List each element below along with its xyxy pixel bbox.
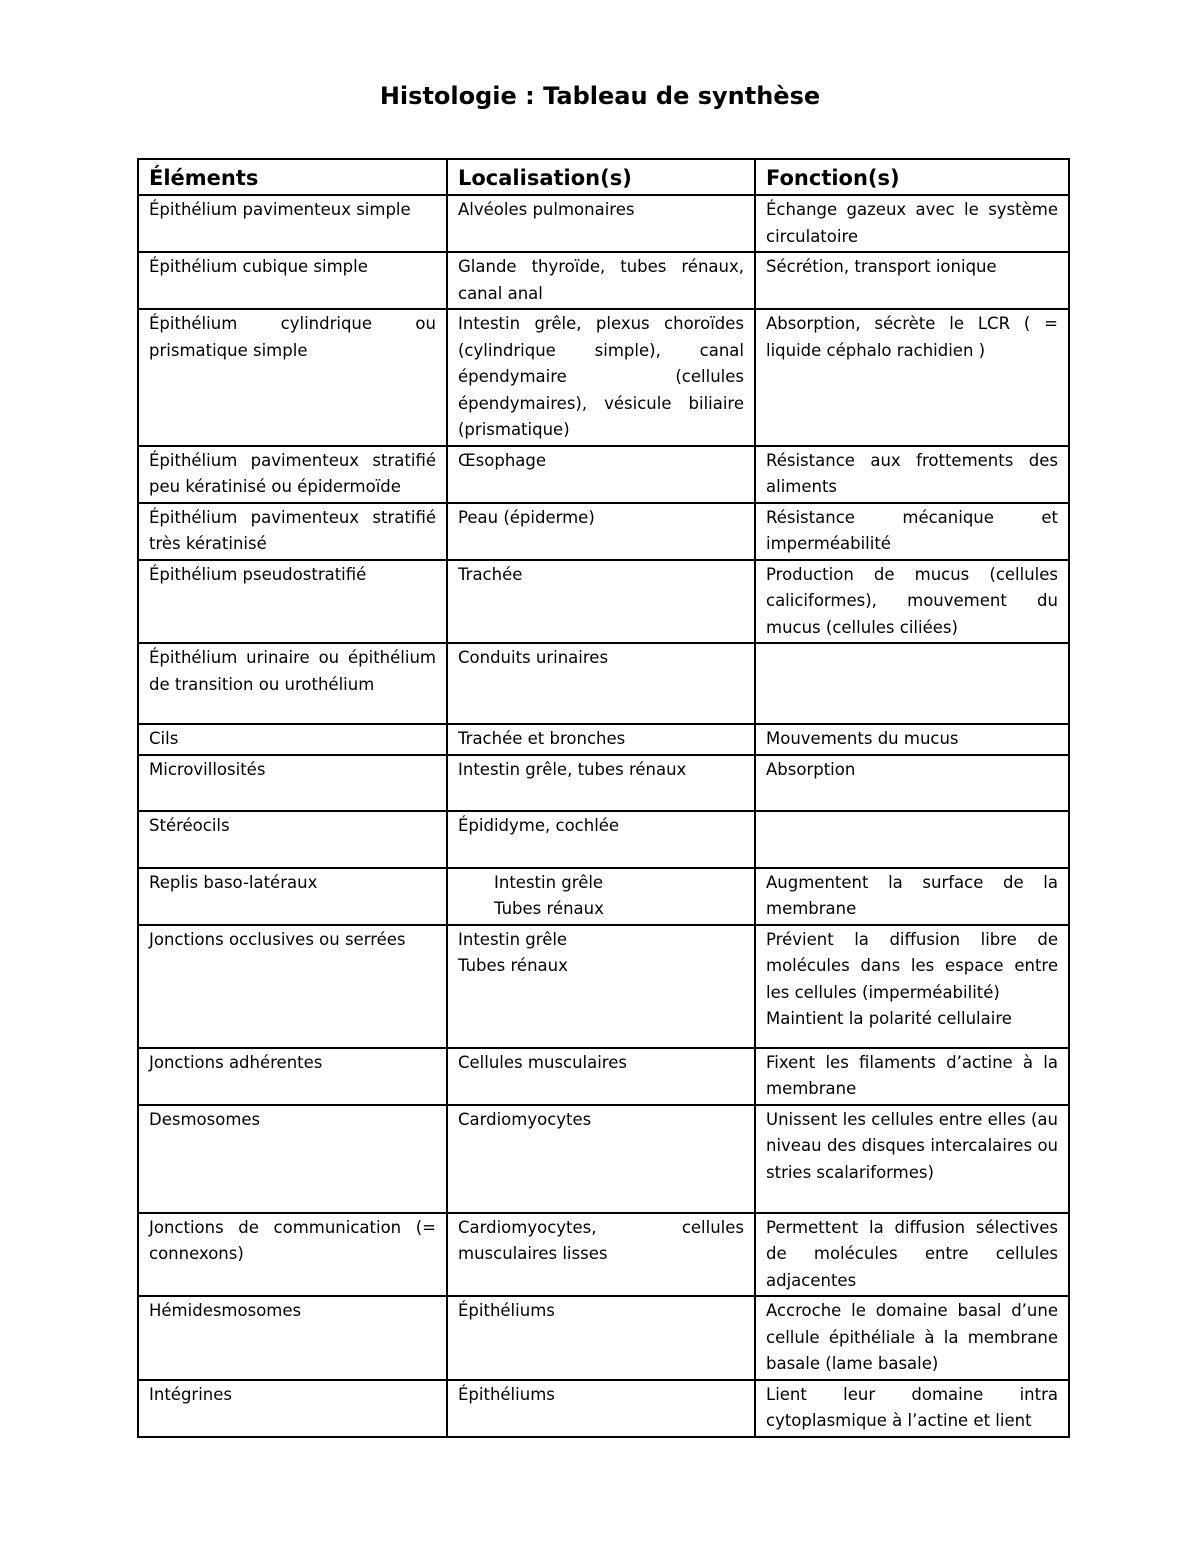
element-cell: Épithélium cubique simple	[138, 252, 447, 309]
fonction-cell: Lient leur domaine intra cytoplasmique à l’actine et lient	[755, 1380, 1069, 1437]
fonction-cell: Augmentent la surface de la membrane	[755, 868, 1069, 925]
localisation-cell: Trachée et bronches	[447, 724, 755, 755]
localisation-line: Tubes rénaux	[494, 899, 604, 918]
fonction-cell: Permettent la diffusion sélectives de molécules entre cellules adjacentes	[755, 1213, 1069, 1297]
localisation-cell: Trachée	[447, 560, 755, 644]
element-cell: Épithélium cylindrique ou prismatique simple	[138, 309, 447, 446]
fonction-cell: Mouvements du mucus	[755, 724, 1069, 755]
element-cell: Desmosomes	[138, 1105, 447, 1213]
table-row	[138, 560, 1069, 644]
localisation-cell: Intestin grêle, tubes rénaux	[447, 755, 755, 811]
table-row	[138, 868, 1069, 925]
localisation-cell: Alvéoles pulmonaires	[447, 195, 755, 252]
localisation-cell: Cardiomyocytes	[447, 1105, 755, 1213]
localisation-line: Intestin grêle	[458, 929, 568, 949]
element-cell: Intégrines	[138, 1380, 447, 1437]
localisation-line: Tubes rénaux	[458, 956, 568, 975]
table-row	[138, 1048, 1069, 1105]
page-title: Histologie : Tableau de synthèse	[379, 82, 821, 110]
fonction-line: Maintient la polarité cellulaire	[766, 1009, 1012, 1028]
table-header-row	[138, 159, 1069, 195]
table-row	[138, 811, 1069, 868]
element-cell: Épithélium urinaire ou épithélium de transition ou urothélium	[138, 643, 447, 724]
synthesis-table	[137, 158, 1070, 1438]
fonction-cell: Accroche le domaine basal d’une cellule épithéliale à la membrane basale (lame basale)	[755, 1296, 1069, 1380]
element-cell: Replis baso-latéraux	[138, 868, 447, 925]
table-row	[138, 252, 1069, 309]
fonction-cell: Absorption	[755, 755, 1069, 811]
table-row	[138, 1296, 1069, 1380]
fonction-cell: Sécrétion, transport ionique	[755, 252, 1069, 309]
localisation-cell: Cellules musculaires	[447, 1048, 755, 1105]
table-row	[138, 643, 1069, 724]
element-cell: Jonctions occlusives ou serrées	[138, 925, 447, 1048]
table-row	[138, 195, 1069, 252]
fonction-line: Prévient la diffusion libre de molécules dans les espace entre les cellules (imperméabilité)	[766, 929, 1058, 1002]
element-cell: Cils	[138, 724, 447, 755]
localisation-line: Intestin grêle	[494, 872, 604, 892]
localisation-cell: Épithéliums	[447, 1380, 755, 1437]
element-cell: Épithélium pavimenteux stratifié peu kératinisé ou épidermoïde	[138, 446, 447, 503]
element-cell: Épithélium pavimenteux stratifié très kératinisé	[138, 503, 447, 560]
table-row	[138, 503, 1069, 560]
table-row	[138, 925, 1069, 1048]
table-row	[138, 1380, 1069, 1437]
fonction-cell	[755, 643, 1069, 724]
table-row	[138, 724, 1069, 755]
table-row	[138, 446, 1069, 503]
fonction-cell	[755, 925, 1069, 1048]
fonction-cell: Résistance aux frottements des aliments	[755, 446, 1069, 503]
fonction-cell: Production de mucus (cellules caliciformes), mouvement du mucus (cellules ciliées)	[755, 560, 1069, 644]
element-cell: Microvillosités	[138, 755, 447, 811]
element-cell: Épithélium pseudostratifié	[138, 560, 447, 644]
column-header-fonction: Fonction(s)	[755, 159, 1069, 195]
element-cell: Épithélium pavimenteux simple	[138, 195, 447, 252]
fonction-cell	[755, 811, 1069, 868]
table-row	[138, 309, 1069, 446]
localisation-cell: Glande thyroïde, tubes rénaux, canal anal	[447, 252, 755, 309]
localisation-cell: Épididyme, cochlée	[447, 811, 755, 868]
localisation-cell: Épithéliums	[447, 1296, 755, 1380]
fonction-cell: Fixent les filaments d’actine à la membrane	[755, 1048, 1069, 1105]
fonction-cell: Échange gazeux avec le système circulatoire	[755, 195, 1069, 252]
localisation-cell: Peau (épiderme)	[447, 503, 755, 560]
element-cell: Hémidesmosomes	[138, 1296, 447, 1380]
element-cell: Jonctions adhérentes	[138, 1048, 447, 1105]
localisation-cell	[447, 925, 755, 1048]
localisation-cell: Cardiomyocytes, cellules musculaires lisses	[447, 1213, 755, 1297]
localisation-cell: Conduits urinaires	[447, 643, 755, 724]
localisation-cell: Œsophage	[447, 446, 755, 503]
column-header-localisation: Localisation(s)	[447, 159, 755, 195]
table-row	[138, 1213, 1069, 1297]
table-row	[138, 755, 1069, 811]
element-cell: Stéréocils	[138, 811, 447, 868]
column-header-elements: Éléments	[138, 159, 447, 195]
element-cell: Jonctions de communication (= connexons)	[138, 1213, 447, 1297]
fonction-cell: Résistance mécanique et imperméabilité	[755, 503, 1069, 560]
table-row	[138, 1105, 1069, 1213]
fonction-cell: Absorption, sécrète le LCR ( = liquide céphalo rachidien )	[755, 309, 1069, 446]
localisation-cell	[447, 868, 755, 925]
localisation-cell: Intestin grêle, plexus choroïdes (cylindrique simple), canal épendymaire (cellules épendymaires), vésicule biliaire (prismatique)	[447, 309, 755, 446]
fonction-cell: Unissent les cellules entre elles (au niveau des disques intercalaires ou stries scalariformes)	[755, 1105, 1069, 1213]
